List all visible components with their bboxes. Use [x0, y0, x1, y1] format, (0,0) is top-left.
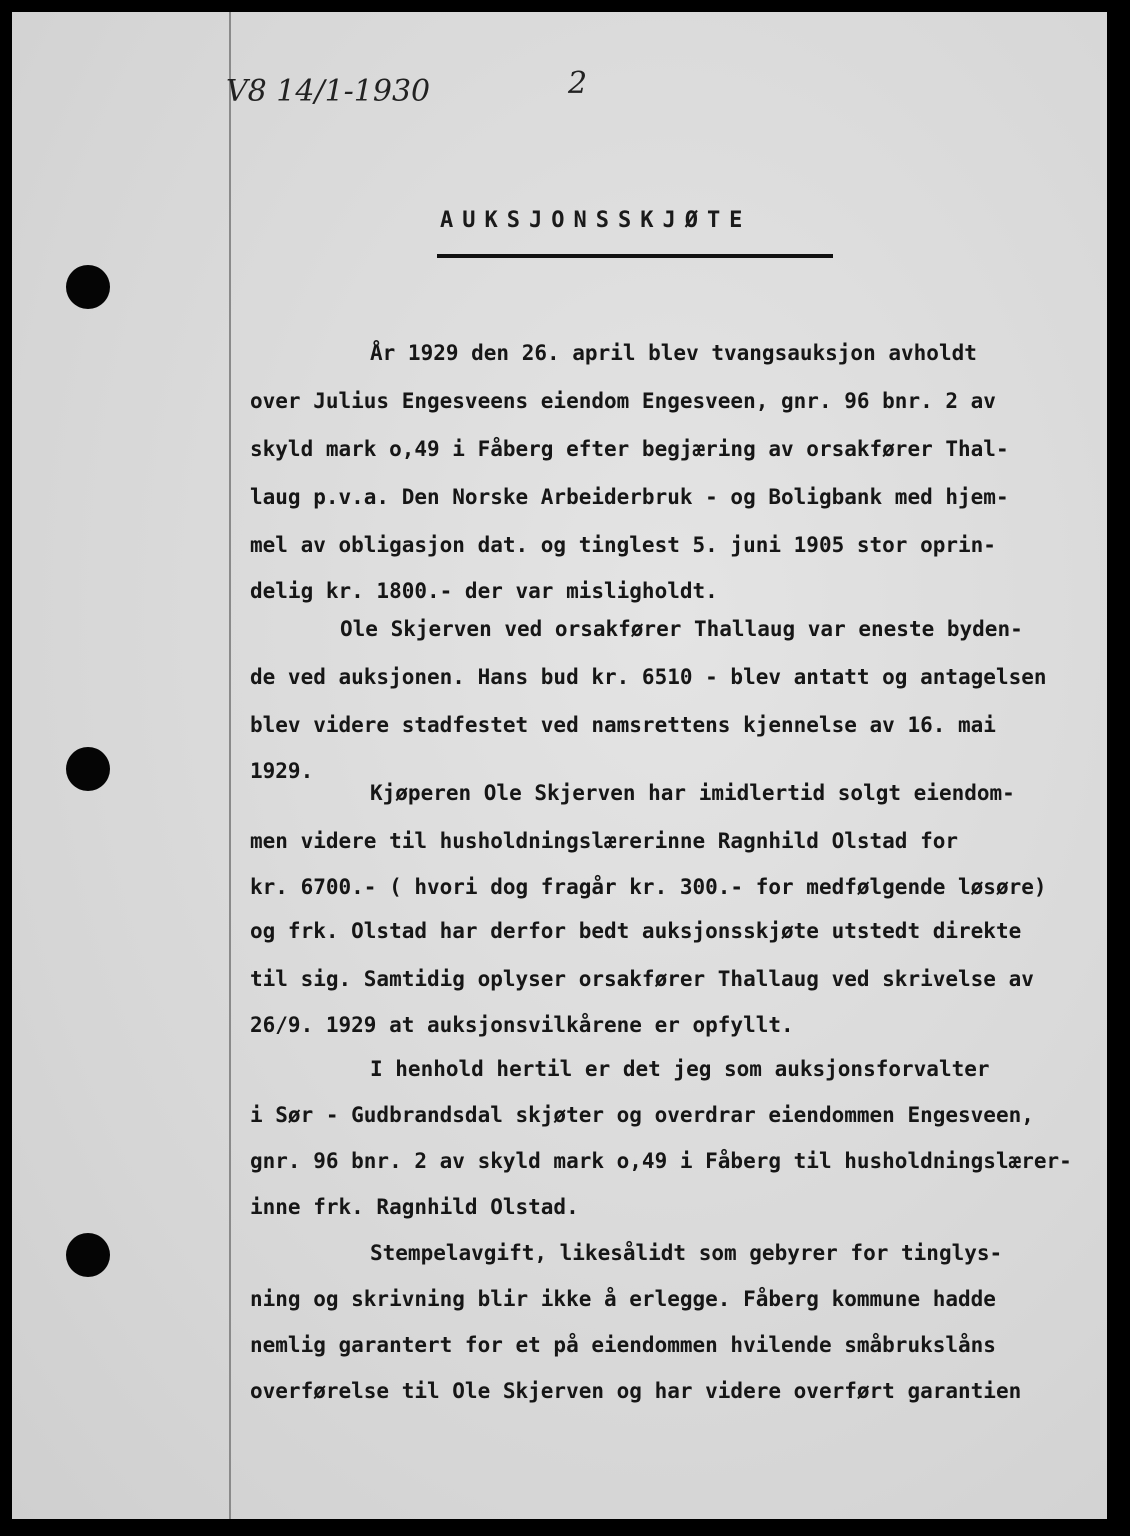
text-line: laug p.v.a. Den Norske Arbeiderbruk - og Boligbank med hjem-: [250, 485, 1009, 509]
punch-hole: [66, 1233, 110, 1277]
text-line: til sig. Samtidig oplyser orsakfører Thallaug ved skrivelse av: [250, 967, 1034, 991]
text-line: inne frk. Ragnhild Olstad.: [250, 1195, 579, 1219]
text-line: overførelse til Ole Skjerven og har videre overført garantien: [250, 1379, 1022, 1403]
text-line: skyld mark o,49 i Fåberg efter begjæring av orsakfører Thal-: [250, 437, 1009, 461]
text-line: År 1929 den 26. april blev tvangsauksjon avholdt: [370, 341, 977, 365]
text-line: blev videre stadfestet ved namsrettens kjennelse av 16. mai: [250, 713, 996, 737]
title-underline: [437, 254, 833, 258]
punch-hole: [66, 265, 110, 309]
text-line: delig kr. 1800.- der var misligholdt.: [250, 579, 718, 603]
text-line: i Sør - Gudbrandsdal skjøter og overdrar eiendommen Engesveen,: [250, 1103, 1034, 1127]
handwritten-reference: V8 14/1-1930: [226, 74, 431, 109]
text-line: gnr. 96 bnr. 2 av skyld mark o,49 i Fåberg til husholdningslærer-: [250, 1149, 1072, 1173]
text-line: 1929.: [250, 759, 314, 783]
text-line: ning og skrivning blir ikke å erlegge. Fåberg kommune hadde: [250, 1287, 996, 1311]
text-line: kr. 6700.- ( hvori dog fragår kr. 300.- for medfølgende løsøre): [250, 875, 1047, 899]
text-line: over Julius Engesveens eiendom Engesveen, gnr. 96 bnr. 2 av: [250, 389, 996, 413]
text-line: men videre til husholdningslærerinne Ragnhild Olstad for: [250, 829, 959, 853]
text-line: I henhold hertil er det jeg som auksjonsforvalter: [370, 1057, 990, 1081]
text-line: nemlig garantert for et på eiendommen hvilende småbrukslåns: [250, 1333, 996, 1357]
text-line: Ole Skjerven ved orsakfører Thallaug var eneste byden-: [340, 617, 1023, 641]
page-number: 2: [568, 66, 588, 101]
text-line: de ved auksjonen. Hans bud kr. 6510 - blev antatt og antagelsen: [250, 665, 1047, 689]
text-line: 26/9. 1929 at auksjonsvilkårene er opfyllt.: [250, 1013, 794, 1037]
margin-line: [229, 12, 231, 1519]
text-line: Kjøperen Ole Skjerven har imidlertid solgt eiendom-: [370, 781, 1015, 805]
text-line: og frk. Olstad har derfor bedt auksjonsskjøte utstedt direkte: [250, 919, 1022, 943]
document-title: AUKSJONSSKJØTE: [440, 208, 752, 233]
punch-hole: [66, 747, 110, 791]
text-line: mel av obligasjon dat. og tinglest 5. juni 1905 stor oprin-: [250, 533, 996, 557]
text-line: Stempelavgift, likesålidt som gebyrer for tinglys-: [370, 1241, 1003, 1265]
